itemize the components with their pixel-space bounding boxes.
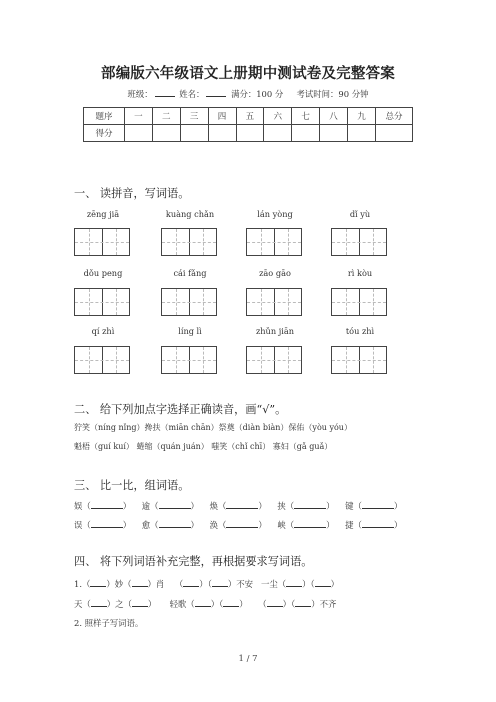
score-header-row xyxy=(84,108,413,125)
idiom-text: ）（ xyxy=(210,599,224,609)
header-cell: 总分 xyxy=(376,108,413,125)
header-cell: 二 xyxy=(152,108,180,125)
header-cell: 一 xyxy=(125,108,153,125)
answer-blank[interactable] xyxy=(223,598,239,607)
compare-char: 逾 xyxy=(141,501,151,511)
score-cell[interactable] xyxy=(125,125,153,142)
pinyin-label: zēng jiā xyxy=(86,209,120,219)
score-cell[interactable] xyxy=(208,125,236,142)
answer-blank[interactable] xyxy=(294,519,326,528)
score-cell[interactable] xyxy=(348,125,376,142)
idiom-text: （ xyxy=(174,579,184,589)
compare-char: 娱 xyxy=(74,501,83,511)
info-line xyxy=(0,88,496,100)
answer-blank[interactable] xyxy=(286,578,302,587)
score-row-label: 得分 xyxy=(84,125,125,142)
writing-box[interactable] xyxy=(161,228,217,256)
compare-char: 挟 xyxy=(277,501,286,511)
section-4-heading: 四、 将下列词语补充完整，再根据要求写词语。 xyxy=(74,555,313,568)
header-cell: 三 xyxy=(180,108,208,125)
pinyin-label: qí zhì xyxy=(91,326,115,336)
idiom-text: （ xyxy=(258,599,267,609)
answer-blank[interactable] xyxy=(226,500,258,509)
full-score: 满分：100 分 xyxy=(231,89,284,99)
section-2-heading: 二、 给下列加点字选择正确读音，画“√”。 xyxy=(74,403,287,416)
answer-blank[interactable] xyxy=(91,519,123,528)
compare-char: 误 xyxy=(74,520,83,530)
answer-blank[interactable] xyxy=(195,598,211,607)
writing-box[interactable] xyxy=(331,346,387,374)
section-1-heading: 一、 读拼音，写词语。 xyxy=(74,187,190,200)
idiom-line-1 xyxy=(74,578,339,590)
idiom-text: ）之（ xyxy=(106,599,132,609)
score-cell[interactable] xyxy=(152,125,180,142)
idiom-text: ）肖 xyxy=(147,579,165,589)
answer-blank[interactable] xyxy=(294,500,326,509)
idiom-text: ）（ xyxy=(282,599,296,609)
pinyin-label: cái fǎng xyxy=(173,268,207,278)
answer-blank[interactable] xyxy=(362,519,394,528)
writing-box[interactable] xyxy=(161,346,217,374)
header-cell: 九 xyxy=(348,108,376,125)
idiom-text: ）（ xyxy=(302,579,315,589)
pinyin-label: zāo gāo xyxy=(259,268,291,278)
idiom-text: 一尘（ xyxy=(260,579,287,589)
idiom-text: ）妙（ xyxy=(106,579,132,589)
answer-blank[interactable] xyxy=(132,598,148,607)
pronunciation-line-1: 狞笑（níng nǐng）搀扶（miān chān）祭奠（diàn biàn）保佑（yòu yóu） xyxy=(74,423,352,432)
idiom-text: ）不安 xyxy=(227,579,253,589)
class-label: 班级： xyxy=(127,89,153,99)
idiom-text: 1.（ xyxy=(74,579,91,589)
page-number: 1 / 7 xyxy=(238,654,258,664)
compare-char: 愈 xyxy=(141,520,151,530)
pinyin-label: líng lì xyxy=(178,326,202,336)
pinyin-label: dǐ yù xyxy=(349,209,371,219)
answer-blank[interactable] xyxy=(91,500,123,509)
compare-char: 键 xyxy=(345,501,354,511)
pronunciation-line-2: 魁梧（guí kuí） 蜷缩（quán juán） 嗤笑（chǐ chī） 寡妇（gǎ guǎ） xyxy=(74,442,333,451)
header-cell: 四 xyxy=(208,108,236,125)
writing-box[interactable] xyxy=(246,228,302,256)
compare-char: 焕 xyxy=(209,501,218,511)
header-cell: 七 xyxy=(292,108,320,125)
header-cell: 五 xyxy=(236,108,264,125)
answer-blank[interactable] xyxy=(90,578,106,587)
pinyin-label: tóu zhì xyxy=(345,326,375,336)
answer-blank[interactable] xyxy=(159,519,191,528)
class-blank xyxy=(155,88,175,97)
idiom-line-2 xyxy=(74,598,336,610)
idiom-text: ） xyxy=(330,579,340,589)
score-cell[interactable] xyxy=(264,125,292,142)
pinyin-label: kuàng chǎn xyxy=(165,209,215,219)
score-row xyxy=(84,125,413,142)
answer-blank[interactable] xyxy=(159,500,191,509)
name-label: 姓名： xyxy=(179,89,205,99)
header-cell: 题序 xyxy=(84,108,125,125)
compare-char: 涣 xyxy=(209,520,218,530)
score-cell[interactable] xyxy=(180,125,208,142)
answer-blank[interactable] xyxy=(267,598,283,607)
answer-blank[interactable] xyxy=(91,598,107,607)
answer-blank[interactable] xyxy=(295,598,311,607)
header-cell: 八 xyxy=(320,108,348,125)
compare-char: 峡 xyxy=(277,520,286,530)
name-blank xyxy=(206,88,226,97)
writing-box[interactable] xyxy=(246,288,302,316)
score-cell[interactable] xyxy=(320,125,348,142)
document-title: 部编版六年级语文上册期中测试卷及完整答案 xyxy=(101,66,395,82)
answer-blank[interactable] xyxy=(362,500,394,509)
score-cell[interactable] xyxy=(236,125,264,142)
answer-blank[interactable] xyxy=(226,519,258,528)
answer-blank[interactable] xyxy=(212,578,228,587)
pinyin-label: lán yòng xyxy=(257,209,293,219)
exam-time: 考试时间：90 分钟 xyxy=(296,89,369,99)
score-table xyxy=(83,107,413,142)
answer-blank[interactable] xyxy=(315,578,331,587)
idiom-text: 天（ xyxy=(74,599,91,609)
idiom-text: ） xyxy=(239,599,248,609)
writing-box[interactable] xyxy=(161,288,217,316)
header-cell: 六 xyxy=(264,108,292,125)
pinyin-label: zhǔn jiān xyxy=(255,326,295,336)
idiom-text: 轻歌（ xyxy=(169,599,195,609)
writing-box[interactable] xyxy=(74,228,130,256)
writing-box[interactable] xyxy=(74,346,130,374)
idiom-text: ）（ xyxy=(199,579,212,589)
idiom-text: ）不齐 xyxy=(311,599,337,609)
writing-box[interactable] xyxy=(74,288,130,316)
compare-row-2: 误（ ） 愈（ ） 涣（ ） 峡（ ） 捷（ ） xyxy=(74,520,403,530)
compare-char: 捷 xyxy=(345,520,354,530)
instruction-line: 2. 照样子写词语。 xyxy=(74,618,144,628)
writing-box[interactable] xyxy=(331,228,387,256)
idiom-text: ） xyxy=(147,599,157,609)
compare-row-1: 娱（ ） 逾（ ） 焕（ ） 挟（ ） 键（ ） xyxy=(74,501,403,511)
pinyin-label: rì kòu xyxy=(347,268,373,278)
score-cell[interactable] xyxy=(292,125,320,142)
answer-blank[interactable] xyxy=(132,578,148,587)
writing-box[interactable] xyxy=(331,288,387,316)
pinyin-label: dǒu peng xyxy=(83,268,123,278)
section-3-heading: 三、 比一比，组词语。 xyxy=(74,479,190,492)
answer-blank[interactable] xyxy=(183,578,199,587)
writing-box[interactable] xyxy=(246,346,302,374)
score-cell[interactable] xyxy=(376,125,413,142)
